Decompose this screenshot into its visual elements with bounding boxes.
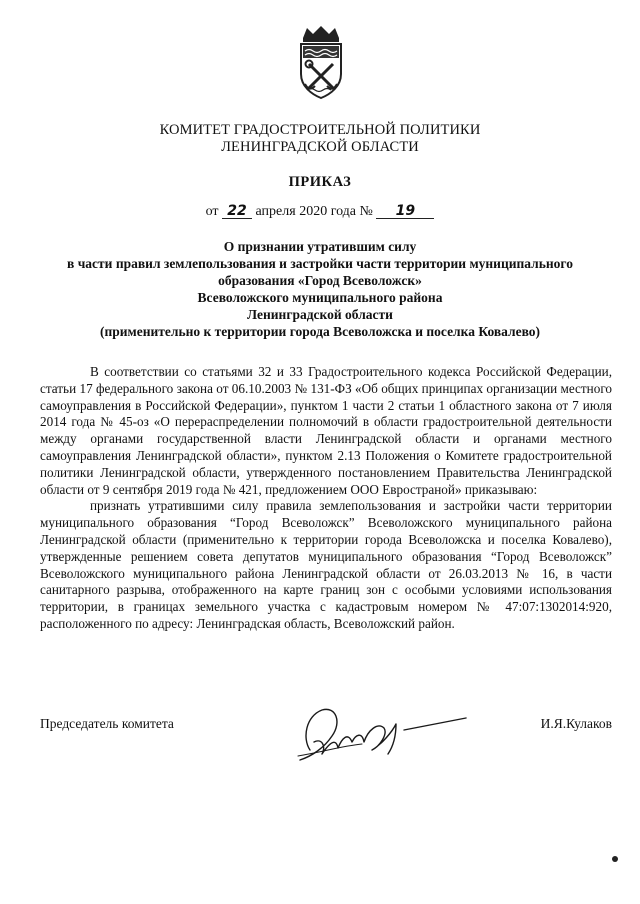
signatory-role: Председатель комитета (40, 716, 174, 731)
handwritten-signature (292, 698, 472, 770)
title-line: Ленинградской области (247, 307, 393, 322)
title-line: О признании утратившим силу (223, 239, 417, 254)
document-type: ПРИКАЗ (288, 174, 352, 190)
title-line: Всеволожского муниципального района (197, 290, 443, 305)
issuing-authority (0, 122, 640, 156)
ink-dot (612, 856, 618, 862)
title-line: образования «Город Всеволожск» (218, 273, 422, 288)
title-line: (применительно к территории города Всеволожска и поселка Ковалево) (99, 324, 541, 339)
date-number-line (0, 204, 640, 220)
date-day: 22 (222, 205, 252, 219)
number-sign: № (359, 204, 373, 219)
preamble-paragraph: В соответствии со статьями 32 и 33 Градостроительного кодекса Российской Федерации, статьи 17 федерального закона от 06.10.2003 № 131-ФЗ «Об общих принципах организации местного самоуправления в Российской Федерации», пунктом 1 части 2 статьи 1 областного закона от 7 июля 2014 года № 45-оз «О перераспределении полномочий в области градостроительной деятельности между органами государственной власти Ленинградской области и органами местного самоуправления Ленинградской области», пунктом 2.13 Положения о Комитете градостроительной политики Ленинградской области, утвержденного постановлением Правительства Ленинградской области от 9 сентября 2019 года № 421, предложением ООО Евространой» приказываю: (40, 364, 612, 497)
title-line: в части правил землепользования и застройки части территории муниципального (67, 256, 573, 271)
date-prefix: от (205, 204, 219, 219)
committee-name-line1: КОМИТЕТ ГРАДОСТРОИТЕЛЬНОЙ ПОЛИТИКИ (159, 122, 481, 138)
document-number: 19 (376, 205, 434, 219)
document-body (40, 364, 612, 633)
coat-of-arms-icon (297, 24, 345, 100)
order-paragraph: признать утратившими силу правила землепользования и застройки части территории муниципального образования “Город Всеволожск” Всеволожского муниципального района Ленинградской области (применительно к территории города Всеволожска и поселка Ковалево), утвержденные решением совета депутатов муниципального образования “Город Всеволожск” Всеволожского муниципального района Ленинградской области от 26.03.2013 № 16, в части санитарного разрыва, отображенного на карте границ зон с особыми условиями использования территории, в границах земельного участка с кадастровым номером № 47:07:1302014:920, расположенного по адресу: Ленинградская область, Всеволожский район. (40, 498, 612, 631)
committee-name-line2: ЛЕНИНГРАДСКОЙ ОБЛАСТИ (221, 139, 419, 155)
document-title (30, 238, 610, 340)
date-month-year: апреля 2020 года (255, 204, 357, 219)
signatory-name: И.Я.Кулаков (540, 716, 612, 731)
